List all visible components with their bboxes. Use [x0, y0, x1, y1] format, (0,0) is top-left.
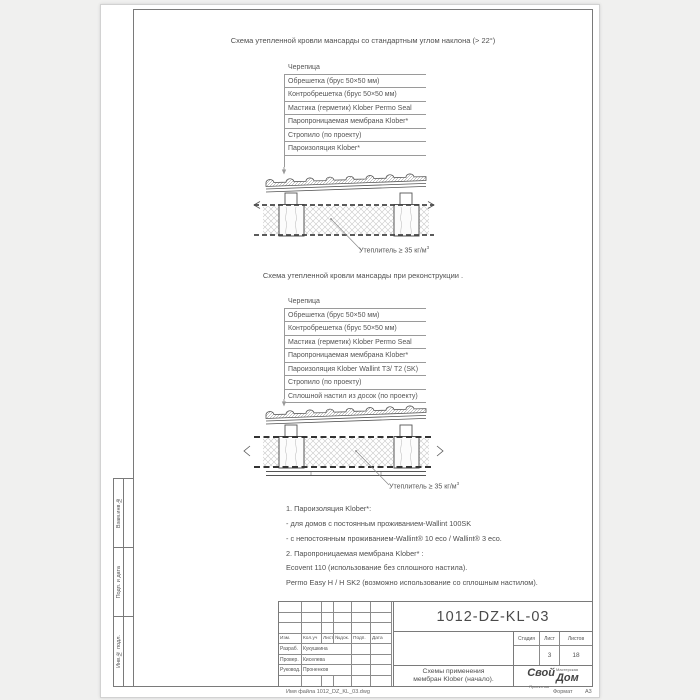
cell: [334, 613, 352, 624]
insulation-text: Утеплитель ≥ 35 кг/м: [389, 483, 457, 491]
cell: [371, 676, 392, 687]
side-cell-text-col: [114, 617, 124, 686]
logo-small-bottom: Проектная: [529, 683, 549, 689]
side-cell-text-col: [114, 479, 124, 547]
cell: [302, 676, 322, 687]
insulation-text: Утеплитель ≥ 35 кг/м: [359, 247, 427, 255]
cell: [352, 623, 371, 634]
note-line: 2. Паропроницаемая мембрана Klober* :: [286, 549, 424, 558]
file-name-label: Имя файла 1012_DZ_KL_03.dwg: [286, 689, 370, 695]
role-cell: Руковод.: [279, 665, 302, 676]
insulation-sup: 3: [426, 245, 430, 250]
document-number: 1012-DZ-KL-03: [393, 602, 592, 632]
logo-small-top: Мастерская: [555, 667, 579, 673]
format-label: Формат: [553, 689, 573, 695]
stage-sheet-table: [513, 632, 592, 666]
insulation-label-1: [359, 245, 429, 254]
name-cell: Киселева: [302, 655, 352, 666]
col-header: Кол.уч: [302, 634, 322, 645]
col-header: Лист: [322, 634, 334, 645]
layer-label: Сплошной настил из досок (по проекту): [284, 390, 426, 404]
section2-layer-list: [284, 295, 426, 403]
layer-label: Мастика (герметик) Klober Permo Seal: [284, 102, 426, 116]
note-line: Ecovent 110 (использование без сплошного настила).: [286, 563, 468, 572]
cell: [371, 602, 392, 613]
cell: [279, 676, 302, 687]
cell: [302, 623, 322, 634]
section1-layer-list: [284, 61, 426, 156]
stage-header: Стадия: [514, 632, 540, 646]
document-title-line1: Схемы применения: [422, 667, 485, 675]
sheets-value: 18: [572, 652, 580, 659]
side-cell-inv-podl: [113, 616, 134, 687]
cell: [352, 613, 371, 624]
layer-label: Стропило (по проекту): [284, 376, 426, 390]
company-logo: [527, 667, 579, 689]
layer-label: Паропроницаемая мембрана Klober*: [284, 349, 426, 363]
side-cell-text-col: [114, 548, 124, 616]
date-cell: [371, 644, 392, 655]
cell: [322, 623, 334, 634]
layer-label: Черепица: [284, 61, 426, 75]
logo-word-2: Дом: [555, 671, 579, 684]
layer-label: Контробрешетка (брус 50×50 мм): [284, 322, 426, 336]
document-title: [393, 666, 513, 686]
logo-word-1: Свой: [527, 667, 555, 680]
note-line: 1. Пароизоляция Klober*:: [286, 504, 372, 513]
name-cell: Проненков: [302, 665, 352, 676]
layer-label: Мастика (герметик) Klober Permo Seal: [284, 336, 426, 350]
insulation-sup: 3: [456, 481, 460, 486]
col-header: Дата: [371, 634, 392, 645]
layer-leader-line: [284, 309, 285, 399]
cell: [334, 676, 352, 687]
layer-label: Черепица: [284, 295, 426, 309]
object-name-cell: [393, 632, 513, 666]
side-cell-vzam-inv: [113, 478, 134, 548]
date-cell: [371, 665, 392, 676]
document-title-line2: мембран Klober (начало).: [413, 676, 494, 683]
sign-cell: [352, 644, 371, 655]
stage-value: [514, 646, 540, 665]
company-logo-cell: [513, 666, 592, 689]
section2-title: Схема утепленной кровли мансарды при реконструкции .: [262, 271, 464, 280]
signature-table: [279, 602, 393, 686]
logo-column: [556, 668, 579, 684]
insulation-label-2: [389, 481, 459, 490]
drawing-sheet: [100, 4, 600, 698]
sheets-header: Листов: [560, 632, 592, 646]
cell: [334, 623, 352, 634]
side-label: Подп. и дата: [115, 565, 122, 599]
cell: [322, 613, 334, 624]
note-line: - с непостоянным проживанием-Wallint® 10 eco / Wallint® 3 eco.: [286, 534, 502, 543]
note-line: Permo Easy H / H SK2 (возможно использование со сплошным настилом).: [286, 578, 538, 587]
sheet-value: 3: [540, 646, 560, 665]
layer-label: Пароизоляция Klober*: [284, 142, 426, 156]
cell: [352, 676, 371, 687]
board-deck-lines: [266, 472, 426, 476]
side-label: Взам.инв.№: [115, 497, 122, 529]
section1-title: Схема утепленной кровли мансарды со стандартным углом наклона (> 22°): [230, 36, 496, 45]
cell: [302, 613, 322, 624]
leader-arrow: [282, 399, 286, 407]
sheet-header: Лист: [540, 632, 560, 646]
layer-label: Стропило (по проекту): [284, 129, 426, 143]
layer-label: Обрешетка (брус 50×50 мм): [284, 75, 426, 89]
sign-cell: [352, 665, 371, 676]
date-cell: [371, 655, 392, 666]
name-cell: Кукушкина: [302, 644, 352, 655]
counter-battens: [285, 193, 412, 205]
cell: [279, 623, 302, 634]
cell: [371, 613, 392, 624]
cell: [322, 676, 334, 687]
layer-label: Контробрешетка (брус 50×50 мм): [284, 88, 426, 102]
layer-leader-line: [284, 75, 285, 167]
cell: [322, 602, 334, 613]
col-header: №док.: [334, 634, 352, 645]
title-block: [278, 601, 593, 687]
role-cell: Провер.: [279, 655, 302, 666]
col-header: Изм.: [279, 634, 302, 645]
cell: [371, 623, 392, 634]
format-value: А3: [585, 689, 592, 695]
cell: [279, 613, 302, 624]
cell: [352, 602, 371, 613]
cell: [334, 602, 352, 613]
side-cell-podp-data: [113, 547, 134, 617]
cell: [302, 602, 322, 613]
layer-label: Обрешетка (брус 50×50 мм): [284, 309, 426, 323]
layer-label: Паропроницаемая мембрана Klober*: [284, 115, 426, 129]
note-line: - для домов с постоянным проживанием-Wallint 100SK: [286, 519, 472, 528]
col-header: Подп.: [352, 634, 371, 645]
layer-label: Пароизоляция Klober Wallint Т3/ Т2 (SK): [284, 363, 426, 377]
side-label: Инв.№ подл.: [115, 635, 122, 668]
role-cell: Разраб.: [279, 644, 302, 655]
leader-arrow: [282, 167, 286, 175]
counter-battens: [285, 425, 412, 437]
sign-cell: [352, 655, 371, 666]
cell: [279, 602, 302, 613]
